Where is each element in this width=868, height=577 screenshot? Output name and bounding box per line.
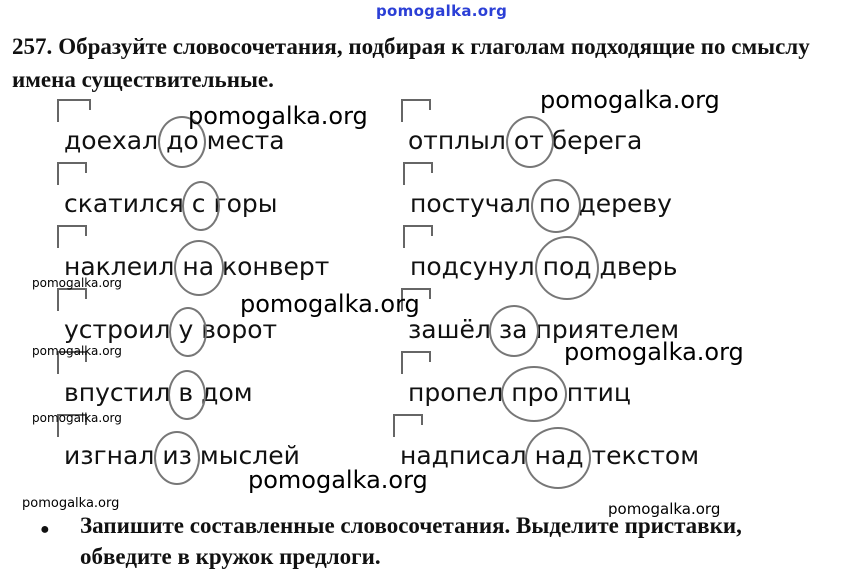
noun: мыслей (199, 441, 300, 470)
task-text: Образуйте словосочетания, подбирая к глаголам подходящие по смыслу имена существительные. (12, 34, 810, 92)
verb-text: изгнал (64, 441, 155, 470)
watermark-top: pomogalka.org (376, 2, 508, 20)
preposition: на (176, 252, 220, 282)
verb (64, 189, 184, 218)
circle-mark (169, 307, 207, 357)
noun: берега (551, 126, 643, 155)
prefix-mark-icon (392, 411, 428, 439)
noun: конверт (222, 252, 330, 281)
watermark: pomogalka.org (22, 496, 120, 511)
circle-mark (489, 305, 539, 357)
preposition: из (156, 441, 198, 471)
prefix-mark-icon (56, 96, 92, 124)
watermark: pomogalka.org (188, 102, 368, 130)
verb-text: подсунул (410, 252, 535, 281)
verb-text: наклеил (64, 252, 175, 281)
noun: места (206, 126, 285, 155)
circle-mark (535, 236, 599, 300)
verb (408, 378, 503, 407)
verb (408, 315, 491, 344)
verb-text: скатился (64, 189, 184, 218)
watermark: pomogalka.org (32, 344, 122, 358)
watermark: pomogalka.org (32, 411, 122, 425)
verb-text: постучал (410, 189, 531, 218)
noun: текстом (591, 441, 700, 470)
prefix-mark-icon (402, 159, 438, 187)
preposition: от (508, 126, 550, 156)
noun: дверь (599, 252, 678, 281)
watermark: pomogalka.org (248, 466, 428, 494)
phrase-row (64, 378, 253, 408)
watermark: pomogalka.org (240, 290, 420, 318)
task-heading (12, 30, 862, 96)
prefix-mark-icon (400, 348, 436, 376)
circle-mark (168, 370, 206, 420)
verb (64, 315, 171, 344)
preposition: над (529, 441, 590, 471)
circle-mark (182, 181, 220, 231)
circle-mark (501, 366, 567, 422)
circle-mark (506, 116, 554, 168)
preposition: в (172, 378, 199, 408)
phrase-row (408, 126, 642, 156)
verb (64, 378, 170, 407)
noun: птиц (566, 378, 631, 407)
preposition: про (505, 378, 565, 408)
task-number: 257. (12, 34, 53, 59)
noun: приятелем (535, 315, 680, 344)
verb (410, 252, 535, 281)
watermark: pomogalka.org (540, 86, 720, 114)
prefix-mark-icon (402, 222, 438, 250)
circle-mark (531, 179, 581, 233)
watermark: pomogalka.org (564, 338, 744, 366)
phrase-row (400, 441, 699, 471)
verb-text: отплыл (408, 126, 506, 155)
preposition: у (173, 315, 200, 345)
preposition: до (160, 126, 205, 156)
noun: горы (213, 189, 278, 218)
prefix-mark-icon (56, 222, 92, 250)
verb-text: устроил (64, 315, 171, 344)
phrase-row (64, 126, 285, 156)
instruction-line-2: обведите в кружок предлоги. (80, 544, 381, 569)
watermark: pomogalka.org (32, 276, 122, 290)
phrase-row (64, 189, 278, 219)
circle-mark (525, 427, 591, 489)
watermark: pomogalka.org (608, 500, 721, 518)
phrase-row (64, 315, 277, 345)
verb (410, 189, 531, 218)
phrase-row (410, 189, 672, 219)
verb-text: пропел (408, 378, 504, 407)
preposition: по (533, 189, 577, 219)
instruction-line-1: Запишите составленные словосочетания. Выделите приставки, (80, 513, 742, 538)
verb (64, 441, 154, 470)
instruction-bullet (40, 510, 860, 572)
noun: ворот (201, 315, 278, 344)
verb-text: зашёл (408, 315, 491, 344)
verb (408, 126, 506, 155)
noun: дереву (578, 189, 672, 218)
prefix-mark-icon (56, 159, 92, 187)
verb (64, 126, 158, 155)
verb-text: доехал (64, 126, 159, 155)
preposition: за (493, 315, 534, 345)
circle-mark (174, 240, 224, 296)
verb-text: надписал (400, 441, 527, 470)
bullet-icon: ● (40, 521, 50, 538)
prefix-mark-icon (400, 96, 436, 124)
circle-mark (154, 431, 200, 485)
noun: дом (201, 378, 253, 407)
verb-text: впустил (64, 378, 171, 407)
preposition: под (537, 252, 598, 282)
phrase-row (410, 252, 678, 282)
phrase-row (408, 378, 631, 408)
preposition: с (186, 189, 212, 219)
